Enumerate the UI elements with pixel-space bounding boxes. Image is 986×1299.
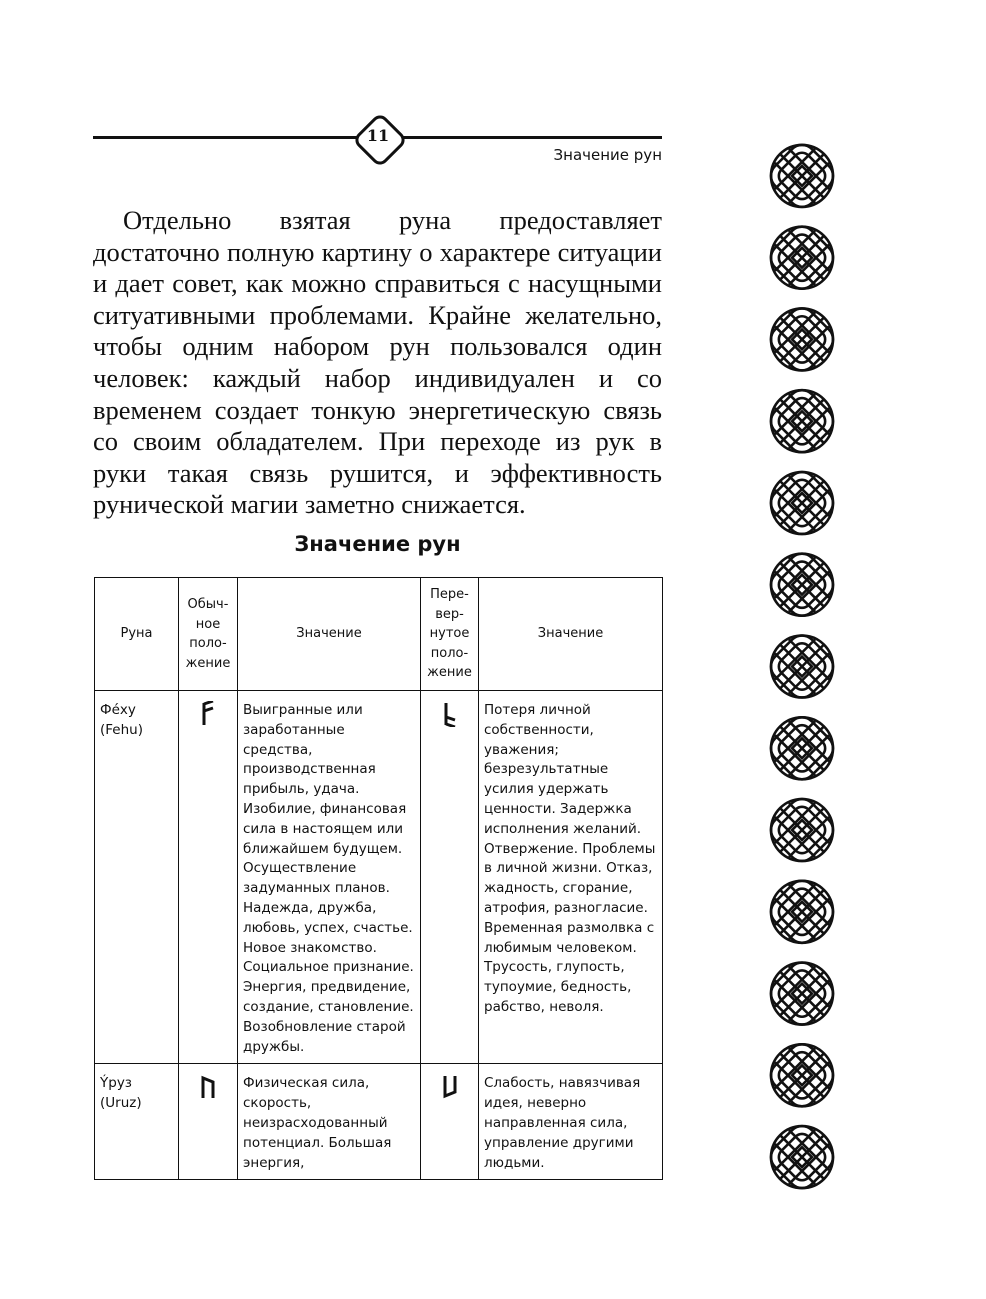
uruz-rune-icon <box>179 1064 238 1180</box>
celtic-knot-icon <box>766 466 838 540</box>
celtic-knot-icon <box>766 221 838 295</box>
celtic-knot-icon <box>766 712 838 786</box>
header-upright <box>179 578 238 691</box>
header-line: жение <box>427 665 472 681</box>
page-number: 11 <box>366 126 390 145</box>
reversed-meaning: Слабость, навязчивая идея, неверно направленная сила, управление другими людьми. <box>479 1064 663 1180</box>
celtic-knot-border <box>766 135 838 1198</box>
celtic-knot-icon <box>766 875 838 949</box>
rune-name: Фéху (Fehu) <box>95 691 179 1064</box>
celtic-knot-icon <box>766 139 838 213</box>
header-rune: Руна <box>95 578 179 691</box>
header-reversed <box>421 578 479 691</box>
fehu-rune-icon <box>179 691 238 1064</box>
upright-meaning: Физическая сила, скорость, неизрасходованный потенциал. Большая энергия, <box>238 1064 421 1180</box>
header-line: жение <box>185 655 231 671</box>
celtic-knot-icon <box>766 957 838 1031</box>
page-number-badge <box>352 112 404 164</box>
uruz-rune-glyph-icon <box>200 1074 216 1100</box>
header-line: нутое <box>429 626 470 642</box>
upright-meaning: Выигранные или заработанные средства, производственная прибыль, удача. Изобилие, финансовая сила в настоящем или ближайшем будущем. Осуществление задуманных планов. Надежда, дружба, любовь, успех, счастье. Новое знакомство. Социальное признание. Энергия, предвидение, создание, становление. Возобновление старой дружбы. <box>238 691 421 1064</box>
header-line: Пере- <box>430 587 469 603</box>
fehu-reversed-rune-glyph-icon <box>442 701 458 727</box>
celtic-knot-icon <box>766 548 838 622</box>
uruz-reversed-rune-icon <box>421 1064 479 1180</box>
body-paragraph: Отдельно взятая руна предоставляет достаточно полную картину о характере ситуации и дает совет, как можно справиться с насущными ситуативными проблемами. Крайне желательно, чтобы одним набором рун пользовался один человек: каждый набор индивидуален и со временем создает тонкую энергетическую связь со своим обладателем. При переходе из рук в руки такая связь рушится, и эффективность рунической магии заметно снижается. <box>93 205 662 520</box>
reversed-meaning: Потеря личной собственности, уважения; безрезультатные усилия удержать ценности. Задержка исполнения желаний. Отвержение. Проблемы в личной жизни. Отказ, жадность, сгорание, атрофия, разногласие. Временная размолвка с любимым человеком. Трусость, глупость, тупоумие, бедность, рабство, неволя. <box>479 691 663 1064</box>
header-meaning: Значение <box>238 578 421 691</box>
fehu-rune-glyph-icon <box>200 701 216 727</box>
header-line: поло- <box>430 645 469 661</box>
celtic-knot-icon <box>766 630 838 704</box>
celtic-knot-icon <box>766 384 838 458</box>
celtic-knot-icon <box>766 793 838 867</box>
table-row <box>95 1064 663 1180</box>
table-header-row <box>95 578 663 691</box>
celtic-knot-icon <box>766 303 838 377</box>
table-title: Значение рун <box>294 532 461 556</box>
celtic-knot-icon <box>766 1120 838 1194</box>
header-reversed-meaning: Значение <box>479 578 663 691</box>
fehu-reversed-rune-icon <box>421 691 479 1064</box>
header-line: ное <box>195 616 221 632</box>
runes-table <box>94 577 663 1180</box>
uruz-reversed-rune-glyph-icon <box>442 1074 458 1100</box>
table-row <box>95 691 663 1064</box>
header-line: вер- <box>435 606 464 622</box>
header-line: поло- <box>189 636 227 651</box>
running-title: Значение рун <box>553 146 662 164</box>
rune-name: Ýруз (Uruz) <box>95 1064 179 1180</box>
header-line: Обыч- <box>187 597 229 612</box>
celtic-knot-icon <box>766 1039 838 1113</box>
